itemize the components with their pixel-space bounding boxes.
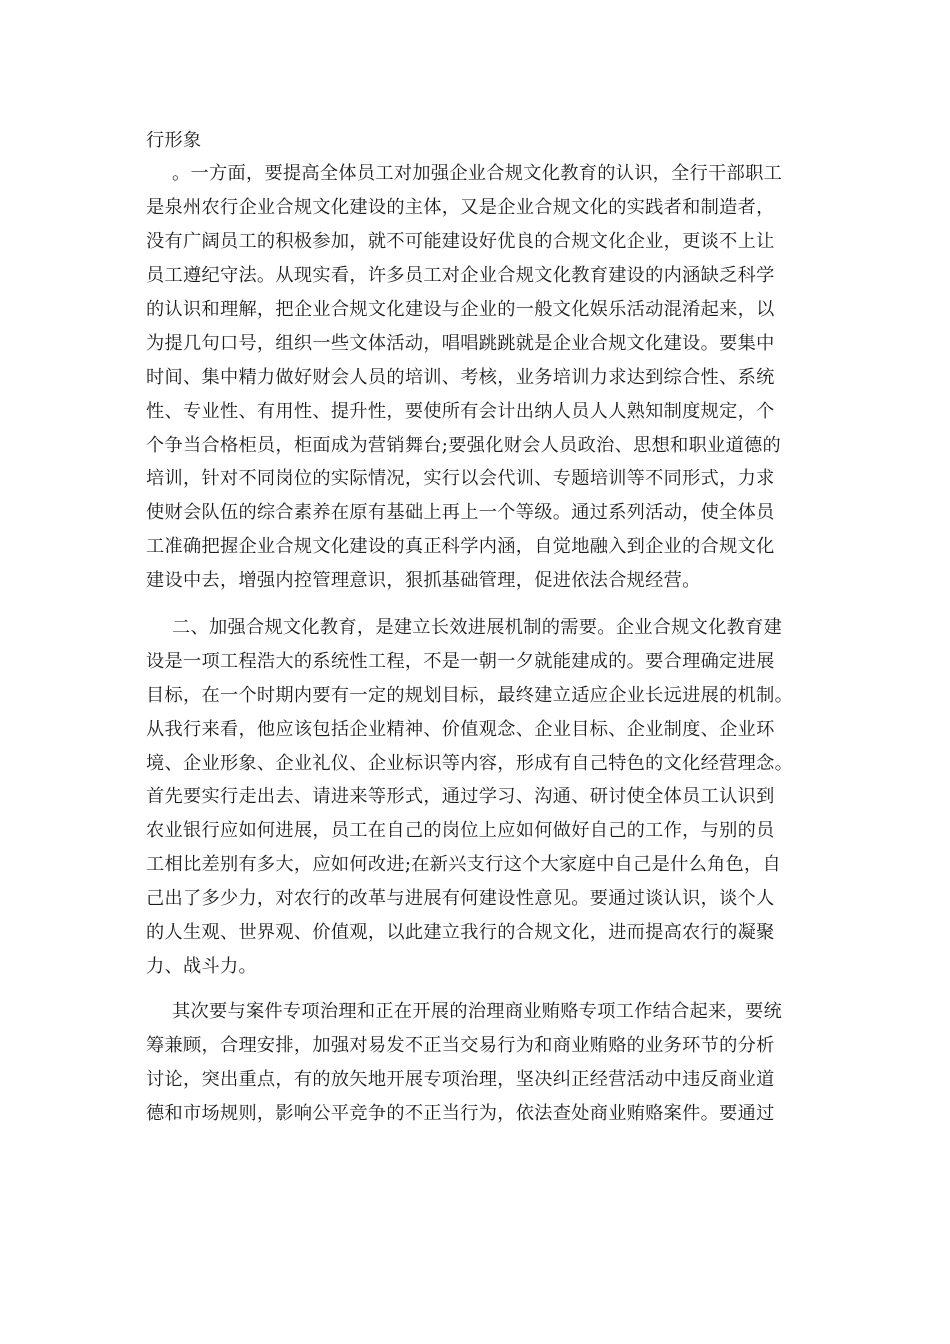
text-line: 的认识和理解，把企业合规文化建设与企业的一般文化娱乐活动混淆起来，以 bbox=[146, 299, 775, 320]
text-line: 讨论，突出重点，有的放矢地开展专项治理，坚决纠正经营活动中违反商业道 bbox=[146, 1069, 775, 1090]
text-line: 。一方面，要提高全体员工对加强企业合规文化教育的认识，全行干部职工 bbox=[172, 163, 783, 184]
text-line: 农业银行应如何进展，员工在自己的岗位上应如何做好自己的工作，与别的员 bbox=[146, 820, 775, 841]
text-line: 为提几句口号，组织一些文体活动，唱唱跳跳就是企业合规文化建设。要集中 bbox=[146, 333, 775, 354]
text-line: 个争当合格柜员，柜面成为营销舞台;要强化财会人员政治、思想和职业道德的 bbox=[146, 435, 782, 456]
text-line: 时间、集中精力做好财会人员的培训、考核，业务培训力求达到综合性、系统 bbox=[146, 367, 775, 388]
text-line: 没有广阔员工的积极参加，就不可能建设好优良的合规文化企业，更谈不上让 bbox=[146, 231, 775, 252]
text-line: 工准确把握企业合规文化建设的真正科学内涵，自觉地融入到企业的合规文化 bbox=[146, 536, 775, 557]
text-line: 使财会队伍的综合素养在原有基础上再上一个等级。通过系列活动，使全体员 bbox=[146, 502, 775, 523]
text-line: 首先要实行走出去、请进来等形式，通过学习、沟通、研讨使全体员工认识到 bbox=[146, 786, 775, 807]
text-line: 其次要与案件专项治理和正在开展的治理商业贿赂专项工作结合起来，要统 bbox=[172, 1001, 783, 1022]
text-line: 建设中去，增强内控管理意识，狠抓基础管理，促进依法合规经营。 bbox=[146, 570, 701, 591]
text-line: 工相比差别有多大，应如何改进;在新兴支行这个大家庭中自己是什么角色，自 bbox=[146, 854, 782, 875]
text-line: 行形象 bbox=[146, 130, 202, 151]
text-line: 性、专业性、有用性、提升性，要使所有会计出纳人员人人熟知制度规定，个 bbox=[146, 401, 775, 422]
text-line: 力、战斗力。 bbox=[146, 956, 257, 977]
text-line: 是泉州农行企业合规文化建设的主体，又是企业合规文化的实践者和制造者， bbox=[146, 197, 775, 218]
text-line: 设是一项工程浩大的系统性工程，不是一朝一夕就能建成的。要合理确定进展 bbox=[146, 651, 775, 672]
text-line: 筹兼顾，合理安排，加强对易发不正当交易行为和商业贿赂的业务环节的分析 bbox=[146, 1035, 775, 1056]
text-line: 二、加强合规文化教育，是建立长效进展机制的需要。企业合规文化教育建 bbox=[172, 617, 783, 638]
text-line: 员工遵纪守法。从现实看，许多员工对企业合规文化教育建设的内涵缺乏科学 bbox=[146, 265, 775, 286]
text-line: 的人生观、世界观、价值观，以此建立我行的合规文化，进而提高农行的凝聚 bbox=[146, 922, 775, 943]
text-line: 从我行来看，他应该包括企业精神、价值观念、企业目标、企业制度、企业环 bbox=[146, 719, 775, 740]
text-line: 境、企业形象、企业礼仪、企业标识等内容，形成有自己特色的文化经营理念。 bbox=[146, 753, 794, 774]
text-line: 培训，针对不同岗位的实际情况，实行以会代训、专题培训等不同形式，力求 bbox=[146, 468, 775, 489]
text-line: 目标，在一个时期内要有一定的规划目标，最终建立适应企业长远进展的机制。 bbox=[146, 685, 794, 706]
text-line: 己出了多少力，对农行的改革与进展有何建设性意见。要通过谈认识，谈个人 bbox=[146, 888, 775, 909]
text-line: 德和市场规则，影响公平竞争的不正当行为，依法查处商业贿赂案件。要通过 bbox=[146, 1103, 775, 1124]
